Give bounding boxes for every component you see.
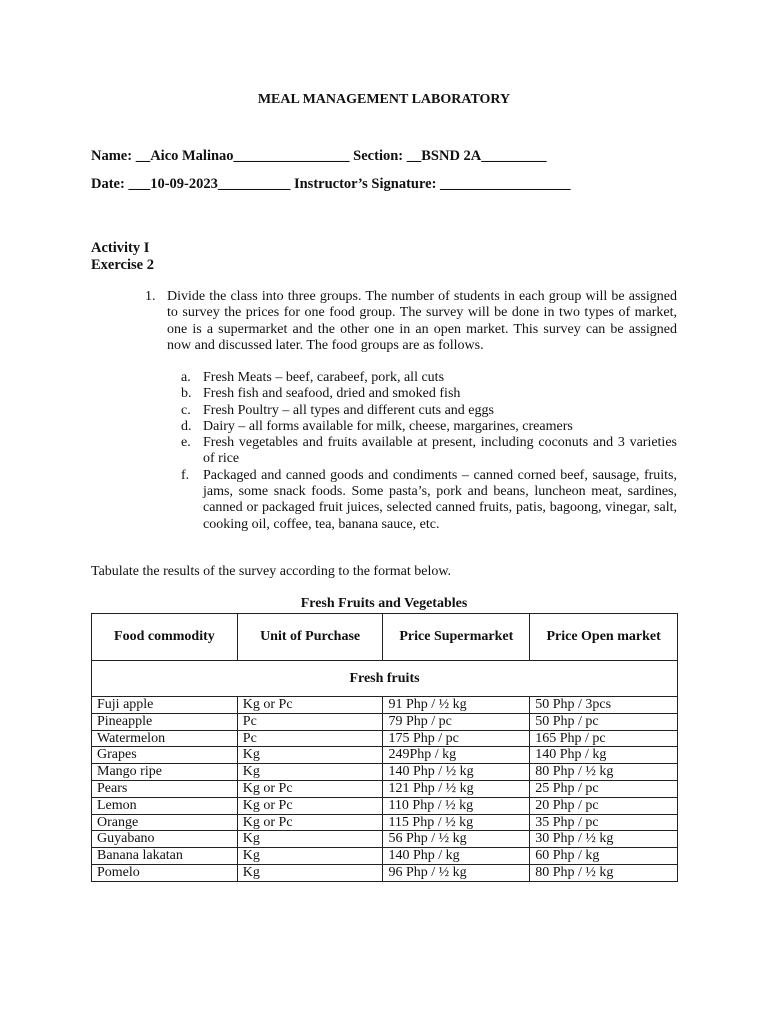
cell-price-open-market: 25 Php / pc — [530, 780, 678, 797]
header-price-open-market: Price Open market — [530, 614, 678, 661]
cell-price-open-market: 80 Php / ½ kg — [530, 864, 678, 881]
cell-food-commodity: Pomelo — [92, 864, 238, 881]
cell-price-open-market: 50 Php / pc — [530, 713, 678, 730]
cell-price-supermarket: 121 Php / ½ kg — [383, 780, 530, 797]
table-header-row — [92, 614, 678, 661]
cell-price-supermarket: 110 Php / ½ kg — [383, 797, 530, 814]
food-groups-list — [181, 370, 677, 533]
food-group-item — [181, 403, 677, 419]
food-group-item — [181, 419, 677, 435]
cell-price-supermarket: 115 Php / ½ kg — [383, 814, 530, 831]
cell-unit-of-purchase: Kg — [237, 747, 383, 764]
cell-price-supermarket: 140 Php / ½ kg — [383, 764, 530, 781]
table-row — [92, 780, 678, 797]
cell-unit-of-purchase: Kg — [237, 848, 383, 865]
food-group-text: Fresh vegetables and fruits available at present, including coconuts and 3 varieties of rice — [203, 435, 677, 467]
table-row — [92, 831, 678, 848]
cell-food-commodity: Pineapple — [92, 713, 238, 730]
food-group-letter: f. — [181, 467, 190, 483]
cell-price-open-market: 20 Php / pc — [530, 797, 678, 814]
food-group-item — [181, 468, 677, 533]
cell-price-open-market: 60 Php / kg — [530, 848, 678, 865]
table-row — [92, 730, 678, 747]
exercise-label: Exercise 2 — [91, 257, 154, 273]
header-price-supermarket: Price Supermarket — [383, 614, 530, 661]
food-group-item — [181, 370, 677, 386]
section-label: Fresh fruits — [92, 661, 678, 697]
cell-unit-of-purchase: Kg — [237, 764, 383, 781]
cell-food-commodity: Fuji apple — [92, 697, 238, 714]
cell-food-commodity: Watermelon — [92, 730, 238, 747]
header-unit-of-purchase: Unit of Purchase — [237, 614, 383, 661]
cell-price-supermarket: 175 Php / pc — [383, 730, 530, 747]
date-signature-line: Date: ___10-09-2023__________ Instructor’s Signature: __________________ — [91, 176, 571, 192]
activity-label: Activity I — [91, 240, 150, 256]
activity-heading — [91, 240, 154, 274]
table-title: Fresh Fruits and Vegetables — [300, 596, 468, 611]
cell-food-commodity: Grapes — [92, 747, 238, 764]
food-group-item — [181, 435, 677, 468]
food-group-letter: d. — [181, 418, 192, 434]
cell-price-open-market: 30 Php / ½ kg — [530, 831, 678, 848]
cell-unit-of-purchase: Pc — [237, 730, 383, 747]
cell-price-supermarket: 91 Php / ½ kg — [383, 697, 530, 714]
table-row — [92, 814, 678, 831]
cell-unit-of-purchase: Kg or Pc — [237, 797, 383, 814]
food-group-text: Fresh Meats – beef, carabeef, pork, all cuts — [203, 370, 445, 385]
instruction-item-1 — [145, 289, 677, 354]
food-group-letter: a. — [181, 370, 191, 385]
cell-unit-of-purchase: Kg or Pc — [237, 697, 383, 714]
item-text: Divide the class into three groups. The number of students in each group will be assigned to survey the prices for one food group. The survey will be done in two types of market, one is a supermarket and the other one in an open market. This survey can be assigned now and discussed later. The food groups are as follows. — [167, 289, 677, 353]
cell-food-commodity: Guyabano — [92, 831, 238, 848]
cell-price-open-market: 165 Php / pc — [530, 730, 678, 747]
table-row — [92, 713, 678, 730]
food-group-item — [181, 386, 677, 402]
food-group-letter: b. — [181, 386, 192, 402]
cell-unit-of-purchase: Kg — [237, 864, 383, 881]
cell-price-open-market: 140 Php / kg — [530, 747, 678, 764]
cell-price-supermarket: 79 Php / pc — [383, 713, 530, 730]
cell-food-commodity: Mango ripe — [92, 764, 238, 781]
section-row — [92, 661, 678, 697]
price-survey-table — [91, 613, 678, 882]
cell-unit-of-purchase: Pc — [237, 713, 383, 730]
cell-food-commodity: Pears — [92, 780, 238, 797]
food-group-letter: e. — [181, 435, 191, 451]
table-row — [92, 747, 678, 764]
table-row — [92, 764, 678, 781]
table-row — [92, 864, 678, 881]
cell-price-open-market: 35 Php / pc — [530, 814, 678, 831]
document-title: MEAL MANAGEMENT LABORATORY — [257, 92, 511, 107]
cell-price-open-market: 50 Php / 3pcs — [530, 697, 678, 714]
cell-price-supermarket: 249Php / kg — [383, 747, 530, 764]
food-group-letter: c. — [181, 402, 191, 418]
cell-food-commodity: Orange — [92, 814, 238, 831]
food-group-text: Packaged and canned goods and condiments – canned corned beef, sausage, fruits, jams, some snack foods. Some pasta’s, pork and beans, luncheon meat, sardines, canned or packaged fruit juices, selected canned fruits, patis, bagoong, vinegar, salt, cooking oil, coffee, tea, banana sauce, etc. — [203, 467, 677, 532]
cell-price-open-market: 80 Php / ½ kg — [530, 764, 678, 781]
food-group-text: Fresh Poultry – all types and different cuts and eggs — [203, 402, 494, 418]
cell-food-commodity: Banana lakatan — [92, 848, 238, 865]
cell-price-supermarket: 96 Php / ½ kg — [383, 864, 530, 881]
food-group-text: Dairy – all forms available for milk, cheese, margarines, creamers — [203, 418, 573, 434]
tabulate-instruction: Tabulate the results of the survey according to the format below. — [91, 564, 452, 579]
food-group-text: Fresh fish and seafood, dried and smoked fish — [203, 386, 461, 402]
table-row — [92, 797, 678, 814]
cell-unit-of-purchase: Kg — [237, 831, 383, 848]
name-section-line: Name: __Aico Malinao________________ Section: __BSND 2A_________ — [91, 148, 547, 164]
cell-unit-of-purchase: Kg or Pc — [237, 814, 383, 831]
header-food-commodity: Food commodity — [92, 614, 238, 661]
cell-price-supermarket: 56 Php / ½ kg — [383, 831, 530, 848]
cell-food-commodity: Lemon — [92, 797, 238, 814]
table-row — [92, 697, 678, 714]
item-number: 1. — [145, 289, 156, 304]
table-row — [92, 848, 678, 865]
cell-unit-of-purchase: Kg or Pc — [237, 780, 383, 797]
cell-price-supermarket: 140 Php / kg — [383, 848, 530, 865]
